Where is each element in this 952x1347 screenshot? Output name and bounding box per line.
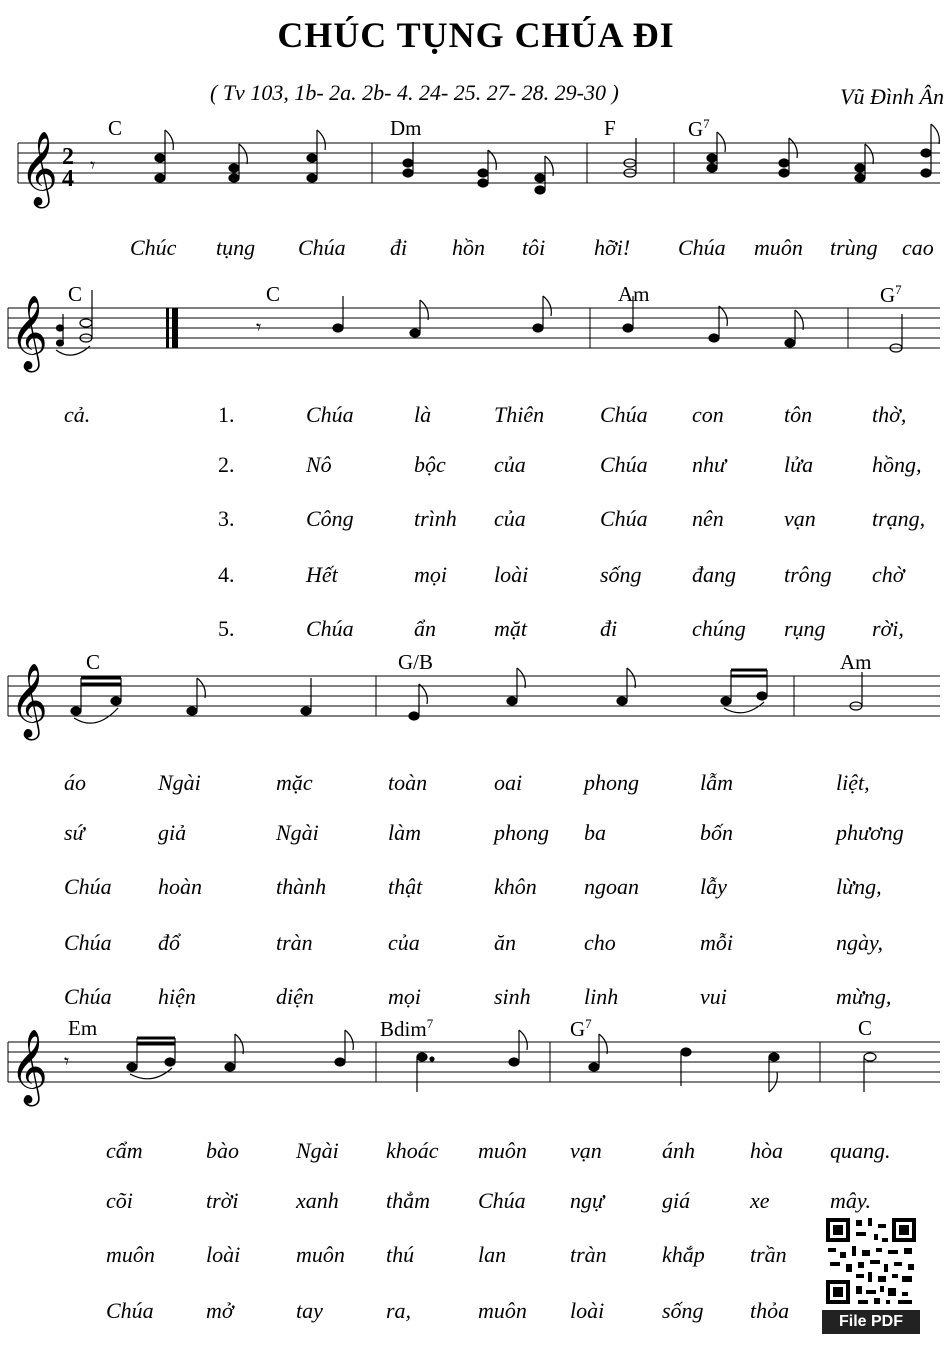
verse-word: muôn bbox=[106, 1242, 155, 1267]
verse-word: sống bbox=[662, 1298, 704, 1323]
staff-system-4 bbox=[0, 1022, 952, 1122]
staff-system-2 bbox=[0, 288, 952, 388]
refrain-word: hồn bbox=[452, 235, 485, 260]
verse-word: phong bbox=[494, 820, 549, 845]
refrain-word: cả. bbox=[64, 402, 91, 427]
verse-word: sống bbox=[600, 562, 642, 587]
verse-word: loài bbox=[494, 562, 529, 587]
verse-word: Công bbox=[306, 506, 354, 531]
refrain-word: hỡi! bbox=[594, 235, 631, 260]
verse-word: Chúa bbox=[64, 874, 112, 899]
composer-name: Vũ Đình Ân bbox=[840, 84, 944, 109]
chord-label: Am bbox=[840, 650, 872, 674]
verse-word: giá bbox=[662, 1188, 691, 1213]
treble-clef-icon: 𝄞 bbox=[10, 1030, 48, 1104]
verse-word: Chúa bbox=[106, 1298, 154, 1323]
chord-label: Em bbox=[68, 1016, 98, 1040]
chord-label: Bdim$^7$ bbox=[380, 1016, 434, 1041]
chord-label: Am bbox=[618, 282, 650, 306]
verse-word: hoàn bbox=[158, 874, 202, 899]
verse-word: Chúa bbox=[64, 984, 112, 1009]
qr-code-icon bbox=[822, 1214, 920, 1310]
verse-word: Chúa bbox=[306, 402, 354, 427]
chord-label: $G^7$ bbox=[570, 1016, 592, 1041]
refrain-word: tôi bbox=[522, 235, 546, 260]
verse-word: oai bbox=[494, 770, 523, 795]
verse-word: xe bbox=[750, 1188, 770, 1213]
verse-word: quang. bbox=[830, 1138, 891, 1163]
treble-clef-icon: 𝄞 bbox=[10, 296, 48, 370]
verse-word: thật bbox=[388, 874, 423, 899]
verse-word: vạn bbox=[570, 1138, 602, 1163]
verse-word: toàn bbox=[388, 770, 428, 795]
verse-word: lửa bbox=[784, 452, 814, 477]
verse-word: Ngài bbox=[158, 770, 201, 795]
verse-word: Chúa bbox=[600, 402, 648, 427]
verse-word: áo bbox=[64, 770, 86, 795]
verse-word: linh bbox=[584, 984, 619, 1009]
verse-word: 2. bbox=[218, 452, 235, 477]
verse-word: Chúa bbox=[306, 616, 354, 641]
refrain-word: muôn bbox=[754, 235, 803, 260]
chord-label: $G^7$ bbox=[880, 282, 902, 307]
verse-word: mây. bbox=[830, 1188, 871, 1213]
treble-clef-icon: 𝄞 bbox=[10, 664, 48, 738]
verse-word: bộc bbox=[414, 452, 446, 477]
verse-word: Hết bbox=[306, 562, 338, 587]
verse-word: mở bbox=[206, 1298, 234, 1323]
verse-word: thẳm bbox=[386, 1188, 430, 1213]
refrain-word: trùng bbox=[830, 235, 878, 260]
verse-word: mừng, bbox=[836, 984, 892, 1009]
treble-clef-icon: 𝄞 bbox=[20, 132, 58, 206]
verse-word: tôn bbox=[784, 402, 813, 427]
verse-word: thú bbox=[386, 1242, 415, 1267]
verse-word: giả bbox=[158, 820, 187, 845]
verse-word: mỗi bbox=[700, 930, 733, 955]
verse-word: đang bbox=[692, 562, 736, 587]
verse-word: bào bbox=[206, 1138, 239, 1163]
verse-word: ngoan bbox=[584, 874, 639, 899]
verse-word: mọi bbox=[414, 562, 447, 587]
chord-label: G/B bbox=[398, 650, 434, 674]
verse-word: lan bbox=[478, 1242, 507, 1267]
verse-word: con bbox=[692, 402, 724, 427]
verse-word: lừng, bbox=[836, 874, 882, 899]
verse-word: muôn bbox=[296, 1242, 345, 1267]
refrain-word: Chúc bbox=[130, 235, 177, 260]
verse-word: như bbox=[692, 452, 726, 477]
verse-word: sinh bbox=[494, 984, 531, 1009]
verse-word: loài bbox=[570, 1298, 605, 1323]
refrain-word: Chúa bbox=[298, 235, 346, 260]
verse-word: lẫy bbox=[700, 874, 727, 899]
verse-word: thờ, bbox=[872, 402, 907, 427]
verse-word: tay bbox=[296, 1298, 323, 1323]
verse-word: khắp bbox=[662, 1242, 705, 1267]
svg-text:𝄾: 𝄾 bbox=[256, 315, 262, 339]
verse-word: ba bbox=[584, 820, 606, 845]
staff-system-3 bbox=[0, 656, 952, 756]
verse-word: Ngài bbox=[276, 820, 319, 845]
verse-word: Chúa bbox=[64, 930, 112, 955]
verse-word: ngày, bbox=[836, 930, 884, 955]
verse-word: của bbox=[388, 930, 420, 955]
verse-word: trông bbox=[784, 562, 832, 587]
verse-word: làm bbox=[388, 820, 421, 845]
chord-label: C bbox=[108, 116, 123, 140]
verse-word: rụng bbox=[784, 616, 826, 641]
verse-word: 3. bbox=[218, 506, 235, 531]
chord-label: C bbox=[68, 282, 83, 306]
refrain-word: cao bbox=[902, 235, 934, 260]
chord-label: F bbox=[604, 116, 616, 140]
staff-system-1 bbox=[0, 120, 952, 230]
refrain-word: Chúa bbox=[678, 235, 726, 260]
verse-word: ăn bbox=[494, 930, 516, 955]
verse-word: nên bbox=[692, 506, 724, 531]
verse-word: trời bbox=[206, 1188, 239, 1213]
verse-word: ẩn bbox=[414, 616, 436, 641]
verse-word: khoác bbox=[386, 1138, 439, 1163]
verse-word: sứ bbox=[64, 820, 85, 845]
verse-word: Chúa bbox=[478, 1188, 526, 1213]
verse-word: cẩm bbox=[106, 1138, 143, 1163]
verse-word: Thiên bbox=[494, 402, 545, 427]
verse-word: chờ bbox=[872, 562, 905, 587]
verse-word: Nô bbox=[306, 452, 332, 477]
verse-word: phương bbox=[836, 820, 904, 845]
verse-word: mặc bbox=[276, 770, 313, 795]
verse-word: ánh bbox=[662, 1138, 695, 1163]
verse-word: bốn bbox=[700, 820, 733, 845]
chord-label: Dm bbox=[390, 116, 422, 140]
verse-word: đi bbox=[600, 616, 618, 641]
qr-label: File PDF bbox=[822, 1310, 920, 1334]
verse-word: trình bbox=[414, 506, 457, 531]
verse-word: mặt bbox=[494, 616, 527, 641]
verse-word: hồng, bbox=[872, 452, 922, 477]
verse-word: trạng, bbox=[872, 506, 926, 531]
verse-word: liệt, bbox=[836, 770, 870, 795]
verse-word: muôn bbox=[478, 1298, 527, 1323]
verse-word: lẫm bbox=[700, 770, 733, 795]
verse-word: khôn bbox=[494, 874, 537, 899]
verse-word: 1. bbox=[218, 402, 235, 427]
svg-text:𝄾: 𝄾 bbox=[64, 1049, 70, 1073]
verse-word: trần bbox=[750, 1242, 787, 1267]
verse-word: cõi bbox=[106, 1188, 133, 1213]
verse-word: tràn bbox=[276, 930, 313, 955]
refrain-word: tụng bbox=[216, 235, 256, 260]
verse-word: đổ bbox=[158, 930, 180, 955]
verse-word: loài bbox=[206, 1242, 241, 1267]
time-signature-top: 2 bbox=[62, 144, 74, 170]
chord-label: C bbox=[858, 1016, 873, 1040]
verse-word: 4. bbox=[218, 562, 235, 587]
verse-word: xanh bbox=[296, 1188, 339, 1213]
verse-word: chúng bbox=[692, 616, 746, 641]
chord-label: $G^7$ bbox=[688, 116, 710, 141]
verse-word: tràn bbox=[570, 1242, 607, 1267]
verse-word: hòa bbox=[750, 1138, 783, 1163]
verse-word: muôn bbox=[478, 1138, 527, 1163]
verse-word: cho bbox=[584, 930, 616, 955]
refrain-word: đi bbox=[390, 235, 408, 260]
verse-word: của bbox=[494, 452, 526, 477]
svg-text:𝄾: 𝄾 bbox=[90, 153, 96, 177]
verse-word: mọi bbox=[388, 984, 421, 1009]
verse-word: ra, bbox=[386, 1298, 412, 1323]
psalm-reference: ( Tv 103, 1b- 2a. 2b- 4. 24- 25. 27- 28. 29-30 ) bbox=[210, 80, 619, 105]
verse-word: Ngài bbox=[296, 1138, 339, 1163]
verse-word: hiện bbox=[158, 984, 196, 1009]
verse-word: rời, bbox=[872, 616, 904, 641]
verse-word: vui bbox=[700, 984, 727, 1009]
verse-word: ngự bbox=[570, 1188, 604, 1213]
verse-word: Chúa bbox=[600, 506, 648, 531]
chord-label: C bbox=[86, 650, 101, 674]
verse-word: thành bbox=[276, 874, 327, 899]
verse-word: Chúa bbox=[600, 452, 648, 477]
time-signature-bottom: 4 bbox=[62, 166, 74, 192]
verse-word: phong bbox=[584, 770, 639, 795]
verse-word: thỏa bbox=[750, 1298, 790, 1323]
qr-code[interactable] bbox=[822, 1214, 920, 1334]
verse-word: của bbox=[494, 506, 526, 531]
verse-word: 5. bbox=[218, 616, 235, 641]
verse-word: vạn bbox=[784, 506, 816, 531]
verse-word: là bbox=[414, 402, 432, 427]
verse-word: diện bbox=[276, 984, 314, 1009]
chord-label: C bbox=[266, 282, 281, 306]
song-title: CHÚC TỤNG CHÚA ĐI bbox=[277, 15, 675, 55]
